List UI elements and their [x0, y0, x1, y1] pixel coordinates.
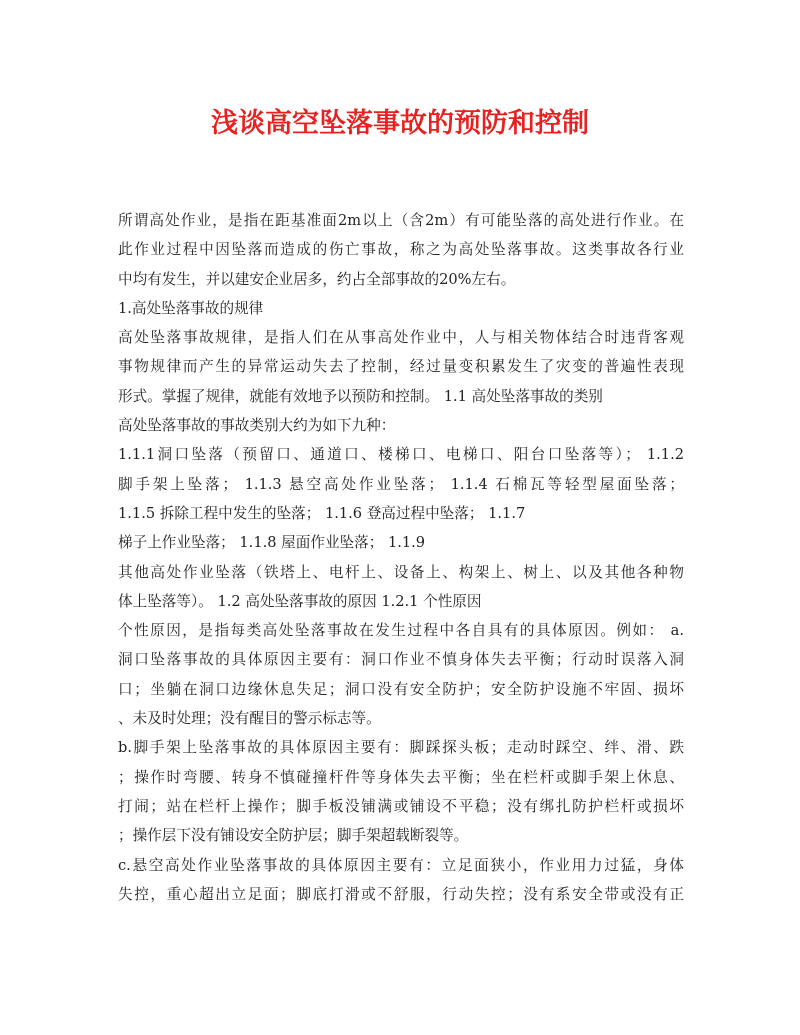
document-body [118, 206, 684, 909]
text-line: 形式。掌握了规律，就能有效地予以预防和控制。 1.1 高处坠落事故的类别 [118, 387, 603, 405]
text-line: 此作业过程中因坠落而造成的伤亡事故，称之为高处坠落事故。这类事故各行业 [118, 241, 684, 259]
text-line: 中均有发生，并以建安企业居多，约占全部事故的20%左右。 [118, 270, 516, 288]
text-line: 所谓高处作业，是指在距基准面2m以上（含2m）有可能坠落的高处进行作业。在 [118, 212, 684, 229]
text-line: 脚手架上坠落； 1.1.3 悬空高处作业坠落； 1.1.4 石棉瓦等轻型屋面坠落； [118, 475, 684, 493]
text-line: 梯子上作业坠落； 1.1.8 屋面作业坠落； 1.1.9 [118, 534, 426, 552]
text-line: 洞口坠落事故的具体原因主要有：洞口作业不慎身体失去平衡；行动时误落入洞 [118, 651, 684, 669]
text-line: 1.1.5 拆除工程中发生的坠落； 1.1.6 登高过程中坠落； 1.1.7 [118, 504, 526, 522]
text-line: 失控，重心超出立足面；脚底打滑或不舒服，行动失控；没有系安全带或没有正 [118, 885, 684, 903]
document-title: 浅谈高空坠落事故的预防和控制 [211, 108, 589, 139]
text-line: 其他高处作业坠落（铁塔上、电杆上、设备上、构架上、树上、以及其他各种物 [118, 563, 684, 581]
text-line: 1.1.1洞口坠落（预留口、通道口、楼梯口、电梯口、阳台口坠落等）； 1.1.2 [118, 446, 684, 464]
text-line: ；操作层下没有铺设安全防护层；脚手架超载断裂等。 [118, 827, 469, 845]
text-line: 体上坠落等）。 1.2 高处坠落事故的原因 1.2.1 个性原因 [118, 592, 482, 610]
text-line: c.悬空高处作业坠落事故的具体原因主要有：立足面狭小，作业用力过猛，身体 [118, 856, 684, 874]
text-line: 口；坐躺在洞口边缘休息失足；洞口没有安全防护；安全防护设施不牢固、损坏 [118, 680, 684, 698]
text-line: 高处坠落事故的事故类别大约为如下九种： [118, 417, 396, 435]
text-line: 1.高处坠落事故的规律 [118, 299, 264, 317]
text-line: 事物规律而产生的异常运动失去了控制，经过量变积累发生了灾变的普遍性表现 [118, 358, 684, 376]
text-line: ；操作时弯腰、转身不慎碰撞杆件等身体失去平衡；坐在栏杆或脚手架上休息、 [118, 768, 684, 786]
text-line: 、未及时处理；没有醒目的警示标志等。 [118, 710, 381, 728]
text-line: b.脚手架上坠落事故的具体原因主要有：脚踩探头板；走动时踩空、绊、滑、跌 [118, 739, 684, 757]
text-line: 打闹；站在栏杆上操作；脚手板没铺满或铺设不平稳；没有绑扎防护栏杆或损坏 [118, 797, 684, 815]
text-line: 高处坠落事故规律，是指人们在从事高处作业中，人与相关物体结合时违背客观 [118, 329, 684, 347]
text-line: 个性原因，是指每类高处坠落事故在发生过程中各自具有的具体原因。例如： a. [118, 622, 684, 640]
